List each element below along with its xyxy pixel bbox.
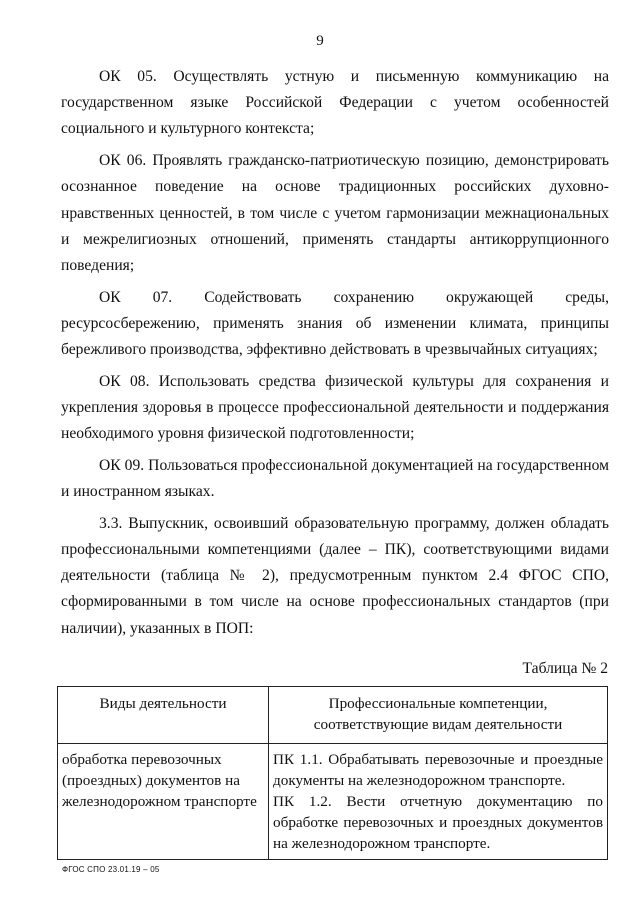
paragraph-ok08: ОК 08. Использовать средства физической культуры для сохранения и укрепления здоровья в процессе профессиональной деятельности и поддержания необходимого уровня физической подготовленности; <box>61 372 609 443</box>
cell-competencies <box>269 744 608 860</box>
page-number: 9 <box>316 33 324 49</box>
pk-1-2: ПК 1.2. Вести отчетную документацию по обработке перевозочных и проездных документов на железнодорожном транспорте. <box>273 793 603 852</box>
table-caption: Таблица № 2 <box>522 660 608 677</box>
paragraph-ok07: ОК 07. Содействовать сохранению окружающей среды, ресурсосбережению, применять знания об изменении климата, принципы бережливого производства, эффективно действовать в чрезвычайных ситуациях; <box>61 288 609 359</box>
paragraph-3-3: 3.3. Выпускник, освоивший образовательную программу, должен обладать профессиональными компетенциями (далее – ПК), соответствующими видами деятельности (таблица № 2), предусмотренным пунктом 2.4 ФГОС СПО, сформированными в том числе на основе профессиональных стандартов (при наличии), указанных в ПОП: <box>61 514 609 637</box>
table-header-row <box>58 687 608 744</box>
header-activity: Виды деятельности <box>58 687 269 744</box>
competencies-table <box>57 686 608 860</box>
paragraph-ok09: ОК 09. Пользоваться профессиональной документацией на государственном и иностранном языках. <box>61 456 609 501</box>
pk-1-1: ПК 1.1. Обрабатывать перевозочные и проездные документы на железнодорожном транспорте. <box>273 751 603 789</box>
header-competencies: Профессиональные компетенции, соответствующие видам деятельности <box>269 687 608 744</box>
document-body <box>61 64 609 647</box>
table-row <box>58 744 608 860</box>
paragraph-ok05: ОК 05. Осуществлять устную и письменную коммуникацию на государственном языке Российской Федерации с учетом особенностей социального и культурного контекста; <box>61 68 609 138</box>
cell-activity: обработка перевозочных (проездных) документов на железнодорожном транспорте <box>58 744 269 860</box>
paragraph-ok06: ОК 06. Проявлять гражданско-патриотическую позицию, демонстрировать осознанное поведение на основе традиционных российских духовно-нравственных ценностей, в том числе с учетом гармонизации межнациональных и межрелигиозных отношений, применять стандарты антикоррупционного поведения; <box>61 152 609 274</box>
footer-code: ФГОС СПО 23.01.19 – 05 <box>62 865 160 874</box>
